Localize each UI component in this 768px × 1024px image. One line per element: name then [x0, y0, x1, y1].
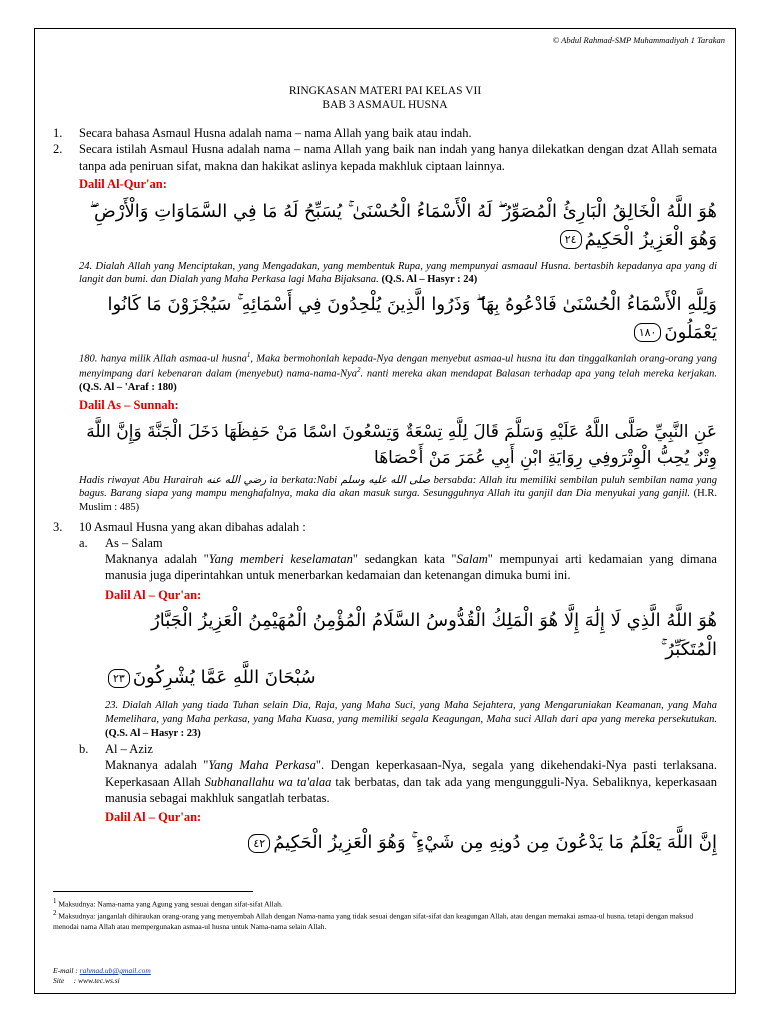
site-link[interactable]: www.tec.ws.si	[78, 975, 120, 985]
quran-verse-hasyr-24: هُوَ اللَّهُ الْخَالِقُ الْبَارِئُ الْمُصَوِّرُ ۖ لَهُ الْأَسْمَاءُ الْحُسْنَىٰ ۚ يُسَبِّحُ لَهُ مَا فِي السَّمَاوَاتِ وَالْأَرْضِ ۖ وَهُوَ الْعَزِيزُ الْحَكِيمُ٢٤	[89, 201, 717, 250]
email-link[interactable]: rahmad.ub@gmail.com	[79, 966, 151, 975]
footnote-2: $^2$ Maksudnya: janganlah dihiraukan orang-orang yang menyembah Allah dengan Nama-nama yang tidak sesuai dengan sifat-sifat dan keagungan Allah, atau dengan memakai asmaa-ul husna, tetapi dengan maksud menodai nama Allah atau mempergunakan asmaa-ul husna untuk Nama-nama selain Allah.	[53, 909, 694, 931]
dalil-quran-heading: Dalil Al-Qur'an:	[79, 176, 167, 191]
translation-hasyr-23: 23. Dialah Allah yang tiada Tuhan selain Dia, Raja, yang Maha Suci, yang Maha Sejahtera, yang Mengaruniakan Keamanan, yang Maha Memelihara, yang Maha perkasa, yang Maha Kuasa, yang memiliki segala Keagungan, Maha suci Allah dari apa yang mereka persekutukan. (Q.S. Al – Hasyr : 23)	[105, 700, 717, 739]
ayah-number-marker: ٤٢	[248, 834, 270, 854]
footnote-1: $^1$ Maksudnya: Nama-nama yang Agung yang sesuai dengan sifat-sifat Allah.	[53, 897, 283, 909]
asmaul-husna-al-aziz: b. Al – Aziz	[79, 742, 153, 757]
ayah-number-marker: ٢٣	[108, 669, 130, 689]
al-aziz-meaning: Maknanya adalah "Yang Maha Perkasa". Dengan keperkasaan-Nya, segala yang dikehendaki-Nya pasti terlaksana. Keperkasaan Allah Subhanallahu wa ta'alaa tak berbatas, dan tak ada yang mengungguli-Nya. Sebaliknya, keperkasaan manusia sebagai makhluk sangatlah terbatas.	[105, 758, 717, 805]
al-aziz-dalil-heading: Dalil Al – Qur'an:	[105, 810, 202, 825]
footnote-divider	[53, 891, 253, 892]
list-item-2: 2. Secara istilah Asmaul Husna adalah nama – nama Allah yang baik nan indah yang hanya dilekatkan dengan dzat Allah semata tanpa ada peniruan sifat, makna dan hakikat aslinya kepada makhluk ciptaan lainnya.	[53, 142, 717, 173]
quran-verse-araf-180: وَلِلَّهِ الْأَسْمَاءُ الْحُسْنَىٰ فَادْعُوهُ بِهَا ۖ وَذَرُوا الَّذِينَ يُلْحِدُونَ فِي أَسْمَائِهِ ۚ سَيُجْزَوْنَ مَا كَانُوا يَعْمَلُونَ١٨٠	[107, 294, 717, 343]
title-line-2: BAB 3 ASMAUL HUSNA	[322, 99, 448, 112]
copyright-header: © Abdul Rahmad-SMP Muhammadiyah 1 Tarakan	[552, 35, 725, 45]
translation-araf-180: 180. hanya milik Allah asmaa-ul husna$^1$, Maka bermohonlah kepada-Nya dengan menyebut asmaa-ul husna itu dan tinggalkanlah orang-orang yang menyimpang dari kebenaran dalam (menyebut) nama-nama-Nya$^2$. nanti mereka akan mendapat Balasan terhadap apa yang telah mereka kerjakan. (Q.S. Al – 'Araf : 180)	[79, 350, 717, 394]
footnote-ref-2[interactable]: 2	[357, 365, 361, 374]
asmaul-husna-as-salam: a. As – Salam	[79, 535, 163, 550]
list-item-1: 1. Secara bahasa Asmaul Husna adalah nama – nama Allah yang baik atau indah.	[53, 126, 472, 140]
footnote-ref-1[interactable]: 1	[246, 350, 251, 359]
document-title	[35, 84, 735, 113]
translation-hasyr-24: 24. Dialah Allah yang Menciptakan, yang Mengadakan, yang membentuk Rupa, yang mempunyai asmaaul Husna. bertasbih kepadanya apa yang di langit dan bumi. dan Dialah yang Maha Perkasa lagi Maha Bijaksana. (Q.S. Al – Hasyr : 24)	[79, 260, 717, 286]
dalil-sunnah-heading: Dalil As – Sunnah:	[79, 397, 179, 412]
quran-verse-hasyr-23: هُوَ اللَّهُ الَّذِي لَا إِلَٰهَ إِلَّا هُوَ الْمَلِكُ الْقُدُّوسُ السَّلَامُ الْمُؤْمِنُ الْمُهَيْمِنُ الْعَزِيزُ الْجَبَّارُ الْمُتَكَبِّرُ ۚ سُبْحَانَ اللَّهِ عَمَّا يُشْرِكُونَ٢٣	[105, 607, 717, 693]
hadith-translation: Hadis riwayat Abu Hurairah رضي الله عنه ia berkata:Nabi صلى الله عليه وسلم bersabda: Allah itu memiliki sembilan puluh sembilan nama yang bagus. Barang siapa yang mampu menghafalnya, maka dia akan masuk surga. Sesungguhnya Allah itu ganjil dan Dia menyukai yang ganjil. (H.R. Muslim : 485)	[79, 474, 717, 513]
main-content	[53, 125, 717, 858]
ayah-number-marker: ١٨٠	[634, 323, 662, 342]
as-salam-meaning: Maknanya adalah "Yang memberi keselamatan" sedangkan kata "Salam" mempunyai arti kedamaian yang dimana manusia juga diperintahkan untuk menerbarkan kedamaian dan ketenangan dimuka bumi ini.	[105, 552, 717, 583]
footnotes	[53, 897, 717, 931]
ayah-number-marker: ٢٤	[560, 230, 582, 249]
title-line-1: RINGKASAN MATERI PAI KELAS VII	[288, 85, 482, 97]
quran-verse-ankabut-42: إِنَّ اللَّهَ يَعْلَمُ مَا يَدْعُونَ مِن دُونِهِ مِن شَيْءٍ ۚ وَهُوَ الْعَزِيزُ الْحَكِيمُ٤٢	[105, 829, 717, 858]
as-salam-dalil-heading: Dalil Al – Qur'an:	[105, 587, 202, 602]
hadith-arabic: عَنِ النَّبِيِّ صَلَّى اللَّهُ عَلَيْهِ وَسَلَّمَ قَالَ لِلَّهِ تِسْعَةٌ وَتِسْعُونَ اسْمًا مَنْ حَفِظَهَا دَخَلَ الْجَنَّةَ وَإِنَّ اللَّهَ وِتْرٌ يُحِبُّ الْوِتْرَوفِي رِوَايَةِ ابْنِ أَبِي عُمَرَ مَنْ أَحْصَاهَا	[86, 422, 717, 469]
document-page	[34, 28, 736, 994]
contact-info: E-mail : rahmad.ub@gmail.com Site : www.tec.ws.si	[53, 966, 151, 985]
list-item-3: 3. 10 Asmaul Husna yang akan dibahas adalah :	[53, 519, 306, 534]
